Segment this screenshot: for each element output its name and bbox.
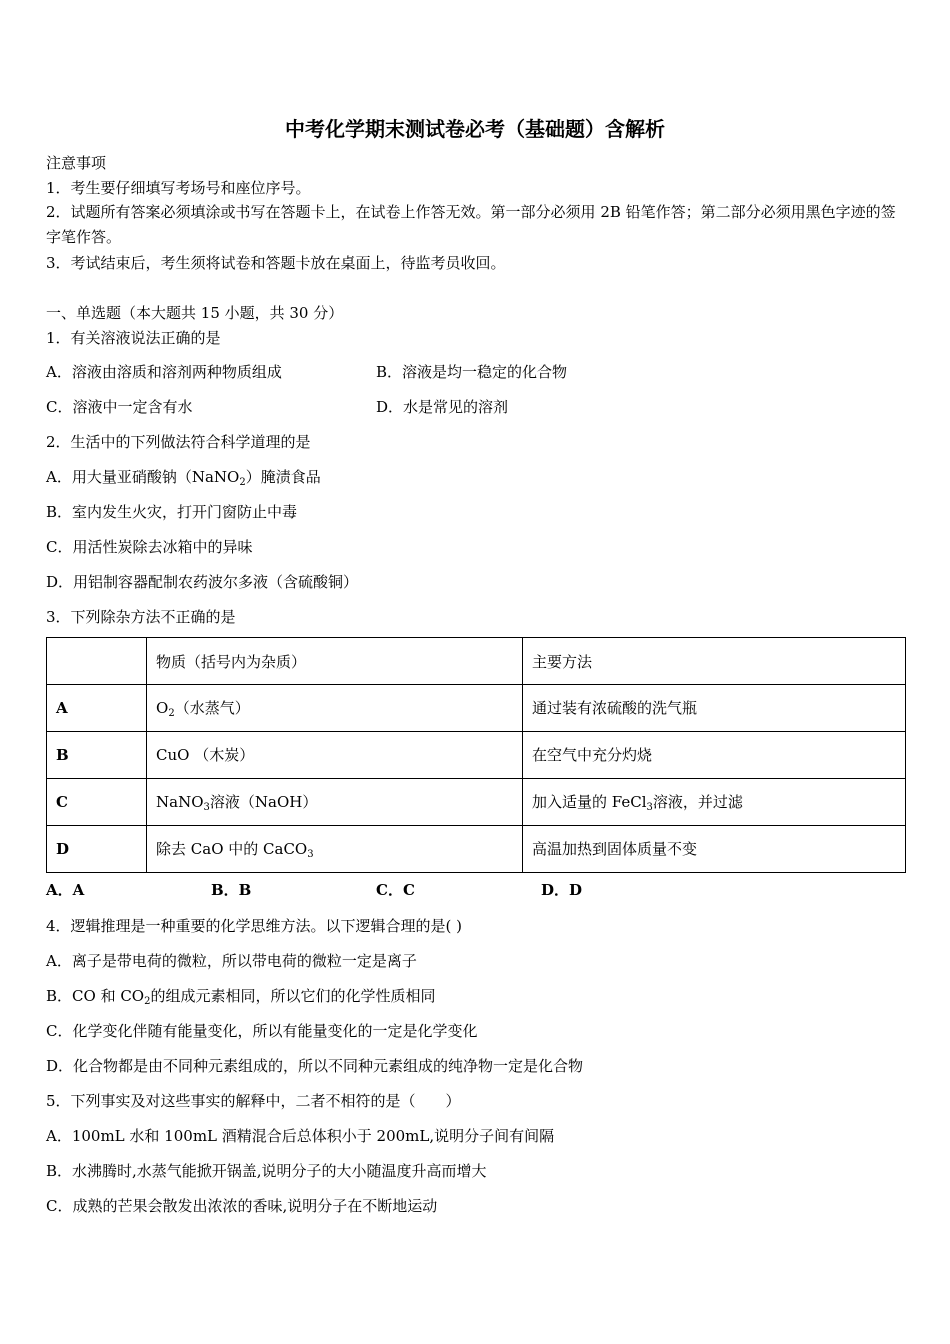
q5-option-a: A．100mL 水和 100mL 酒精混合后总体积小于 200mL,说明分子间有间隔 [46, 1127, 555, 1145]
method-cell: 在空气中充分灼烧 [523, 732, 906, 779]
table-header-cell: 物质（括号内为杂质） [147, 638, 523, 685]
substance-cell: NaNO$_3$溶液（NaOH） [147, 779, 523, 826]
q1-option-b: B．溶液是均一稳定的化合物 [376, 363, 568, 381]
q4-stem: 4．逻辑推理是一种重要的化学思维方法。以下逻辑合理的是( ) [46, 917, 463, 935]
section-heading: 一、单选题（本大题共 15 小题，共 30 分） [46, 304, 344, 322]
method-cell: 通过装有浓硫酸的洗气瓶 [523, 685, 906, 732]
q4-option-a: A．离子是带电荷的微粒，所以带电荷的微粒一定是离子 [46, 952, 417, 970]
q3-option-a: A．A [46, 881, 85, 899]
q2-stem: 2．生活中的下列做法符合科学道理的是 [46, 433, 311, 451]
q5-option-c: C．成熟的芒果会散发出浓浓的香味,说明分子在不断地运动 [46, 1197, 438, 1215]
q5-stem: 5．下列事实及对这些事实的解释中，二者不相符的是（ ） [46, 1092, 461, 1110]
table-row [47, 732, 906, 779]
table-header-row [47, 638, 906, 685]
q4-option-b: B．CO 和 $CO_2$的组成元素相同，所以它们的化学性质相同 [46, 987, 436, 1007]
table-row [47, 779, 906, 826]
substance-cell: CuO （木炭） [147, 732, 523, 779]
q1-option-d: D．水是常见的溶剂 [376, 398, 509, 416]
notice-item-3: 3．考试结束后，考生须将试卷和答题卡放在桌面上，待监考员收回。 [46, 254, 506, 272]
method-cell: 高温加热到固体质量不变 [523, 826, 906, 873]
q2-option-d: D．用铝制容器配制农药波尔多液（含硫酸铜） [46, 573, 359, 591]
row-label: A [47, 685, 147, 732]
table-row [47, 685, 906, 732]
notice-heading: 注意事项 [46, 154, 107, 172]
substance-cell: $O_2$（水蒸气） [147, 685, 523, 732]
q3-table [46, 637, 906, 873]
row-label: C [47, 779, 147, 826]
notice-item-1: 1．考生要仔细填写考场号和座位序号。 [46, 179, 311, 197]
q3-stem: 3．下列除杂方法不正确的是 [46, 608, 236, 626]
q1-option-c: C．溶液中一定含有水 [46, 398, 193, 416]
row-label: D [47, 826, 147, 873]
q4-option-c: C．化学变化伴随有能量变化，所以有能量变化的一定是化学变化 [46, 1022, 478, 1040]
substance-cell: 除去 CaO 中的 CaCO$_3$ [147, 826, 523, 873]
q4-option-d: D．化合物都是由不同种元素组成的，所以不同种元素组成的纯净物一定是化合物 [46, 1057, 584, 1075]
q1-stem: 1．有关溶液说法正确的是 [46, 329, 221, 347]
q2-option-a: A．用大量亚硝酸钠（NaNO$_2$）腌渍食品 [46, 468, 321, 488]
table-header-cell [47, 638, 147, 685]
row-label: B [47, 732, 147, 779]
q2-option-c: C．用活性炭除去冰箱中的异味 [46, 538, 253, 556]
q3-option-c: C．C [376, 881, 415, 899]
table-header-cell: 主要方法 [523, 638, 906, 685]
q1-option-a: A．溶液由溶质和溶剂两种物质组成 [46, 363, 282, 381]
notice-item-2: 2．试题所有答案必须填涂或书写在答题卡上，在试卷上作答无效。第一部分必须用 2B 铅笔作答；第二部分必须用黑色字迹的签字笔作答。 [46, 203, 896, 246]
q2-option-b: B．室内发生火灾，打开门窗防止中毒 [46, 503, 298, 521]
page-title: 中考化学期末测试卷必考（基础题）含解析 [285, 117, 665, 141]
method-cell: 加入适量的 FeCl$_3$溶液，并过滤 [523, 779, 906, 826]
table-row [47, 826, 906, 873]
q3-option-d: D．D [541, 881, 583, 899]
q5-option-b: B．水沸腾时,水蒸气能掀开锅盖,说明分子的大小随温度升高而增大 [46, 1162, 487, 1180]
q3-option-b: B．B [211, 881, 252, 899]
